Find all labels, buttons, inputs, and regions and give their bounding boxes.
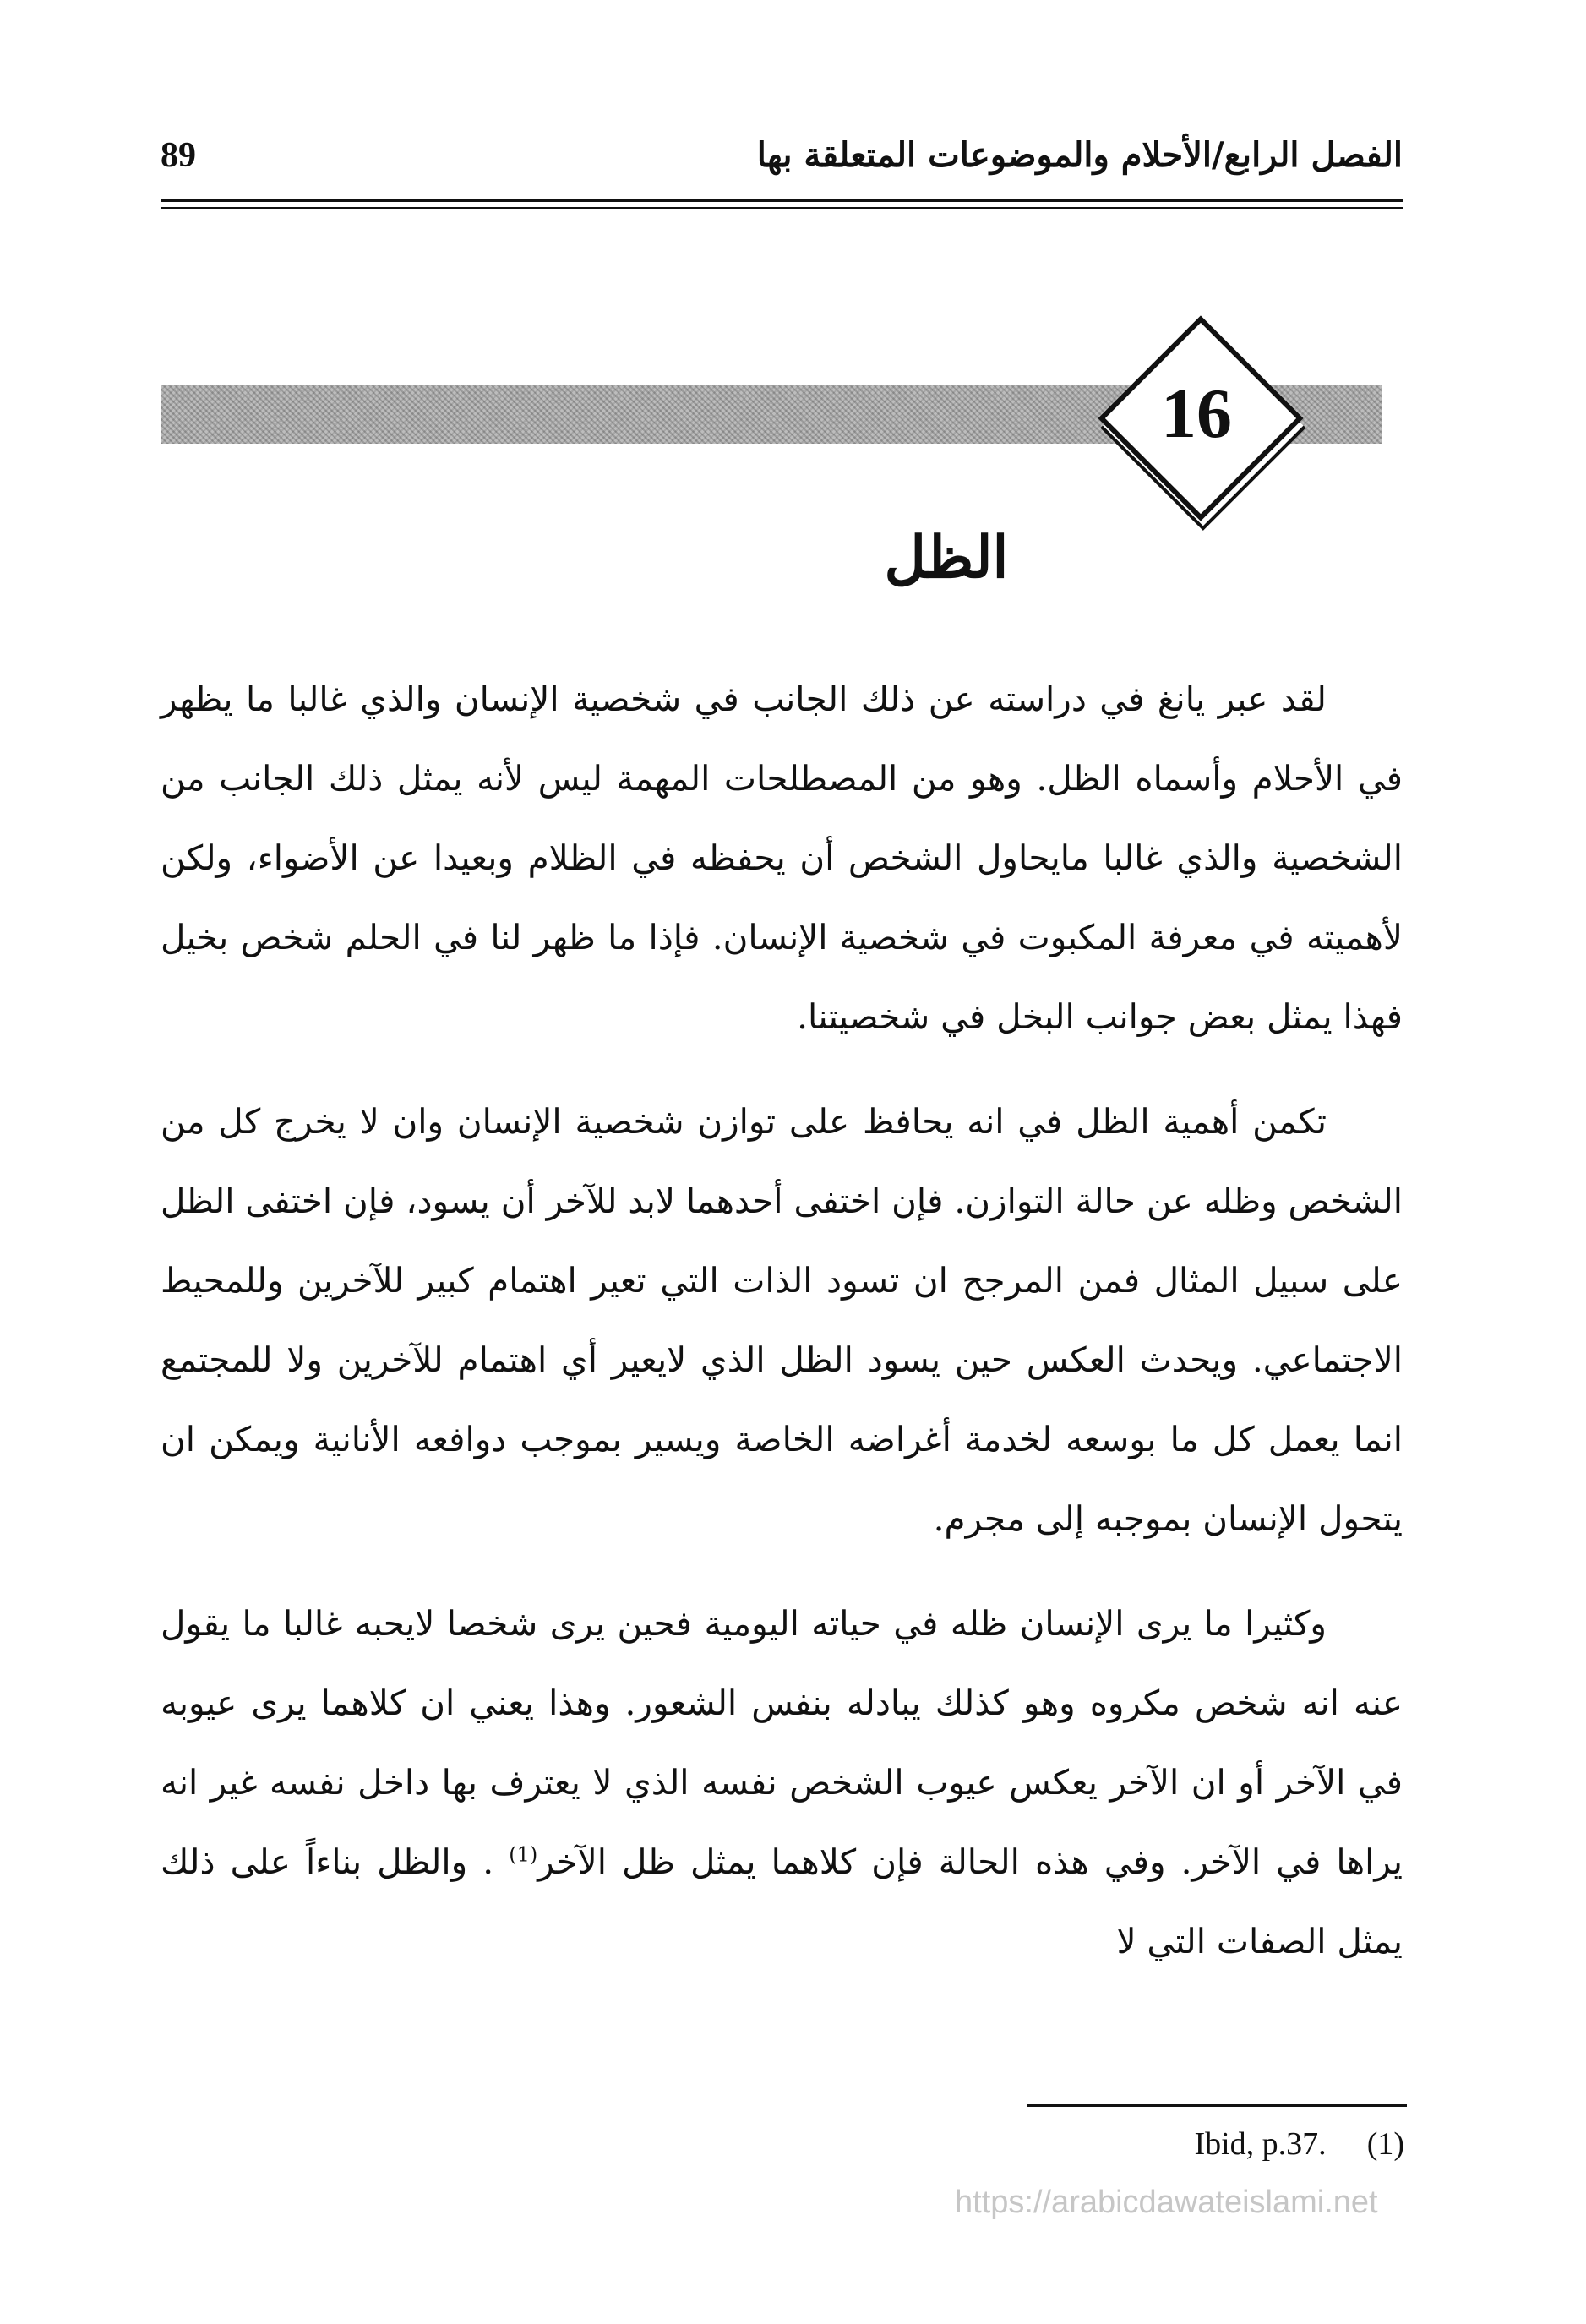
chapter-title [161,524,1403,592]
page-number: 89 [161,136,196,175]
watermark-url: https://arabicdawateislami.net [955,2185,1378,2220]
footnote [1194,2125,1404,2163]
header-rule-thick [161,199,1403,202]
paragraph-text: . والظل بناءاً على ذلك يمثل الصفات التي لا [161,1841,1403,1961]
chapter-number: 16 [1161,374,1232,453]
page-header [161,135,1403,194]
paragraph [161,1584,1403,1981]
paragraph: لقد عبر يانغ في دراسته عن ذلك الجانب في شخصية الإنسان والذي غالبا ما يظهر في الأحلام وأسماه الظل. وهو من المصطلحات المهمة ليس لأنه يمثل ذلك الجانب من الشخصية والذي غالبا مايحاول الشخص أن يحفظه في الظلام وبعيدا عن الأضواء، ولكن لأهميته في معرفة المكبوت في شخصية الإنسان. فإذا ما ظهر لنا في الحلم شخص بخيل فهذا يمثل بعض جوانب البخل في شخصيتنا. [161,679,1403,1037]
body-text [161,659,1403,2006]
header-rule-thin [161,207,1403,209]
running-title: الفصل الرابع/الأحلام والموضوعات المتعلقة بها [756,135,1403,175]
paragraph: تكمن أهمية الظل في انه يحافظ على توازن شخصية الإنسان وان لا يخرج كل من الشخص وظله عن حالة التوازن. فإن اختفى أحدهما لابد للآخر أن يسود، فإن اختفى الظل على سبيل المثال فمن المرجح ان تسود الذات التي تعير اهتمام كبير للآخرين وللمحيط الاجتماعي. ويحدث العكس حين يسود الظل الذي لايعير أي اهتمام للآخرين ولا للمجتمع انما يعمل كل ما بوسعه لخدمة أغراضه الخاصة ويسير بموجب دوافعه الأنانية ويمكن ان يتحول الإنسان بموجبه إلى مجرم. [161,1101,1403,1539]
footnote-text: Ibid, p.37. [1194,2126,1327,2162]
footnote-reference: (1) [509,1842,538,1867]
chapter-title-text: الظل [884,524,1009,592]
chapter-number-badge [1099,317,1294,511]
footnote-marker: (1) [1366,2126,1404,2162]
paragraph-text: وكثيرا ما يرى الإنسان ظله في حياته اليومية فحين يرى شخصا لايحبه غالبا ما يقول عنه انه شخص مكروه وهو كذلك يبادله بنفس الشعور. وهذا يعني ان كلاهما يرى عيوبه في الآخر أو ان الآخر يعكس عيوب الشخص نفسه الذي لا يعترف بها داخل نفسه غير انه يراها في الآخر. وفي هذه الحالة فإن كلاهما يمثل ظل الآخر [161,1603,1403,1882]
footnote-separator [1027,2104,1407,2107]
